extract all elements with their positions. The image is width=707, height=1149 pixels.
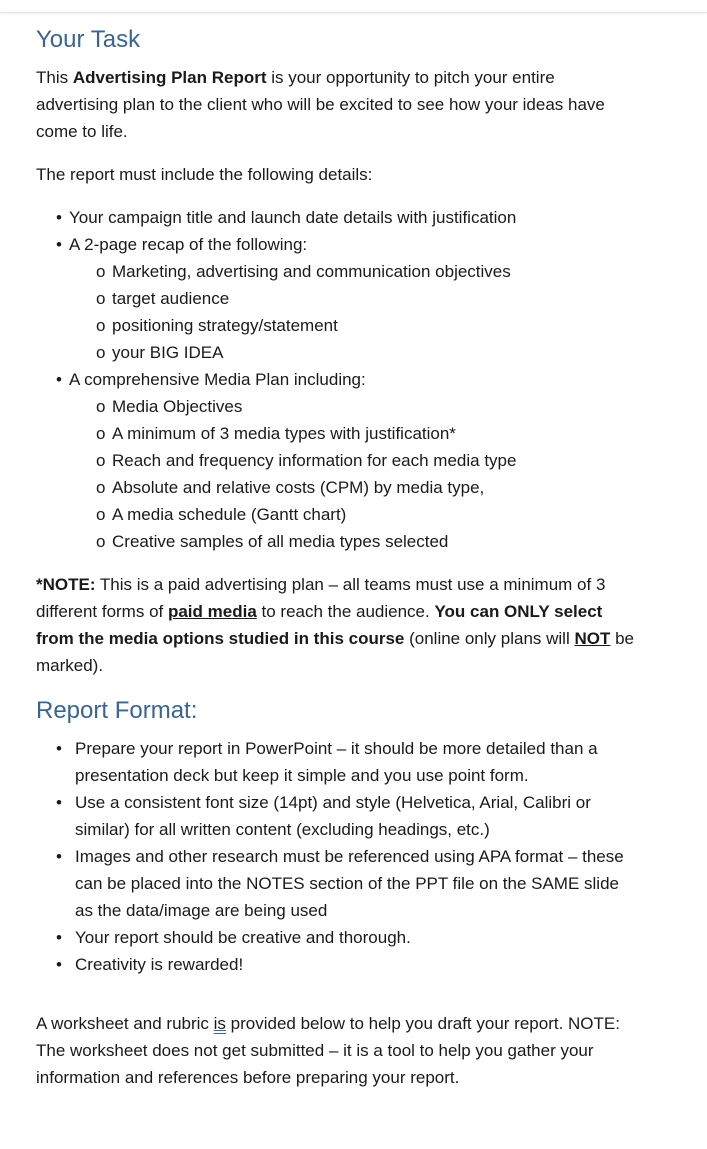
list-item: • A comprehensive Media Plan including: o Media Objectives o A minimum of 3 media types with justification* o Reach and frequency information for each media type o Absolute and relative costs (CPM) by media type, o A media schedule (Gantt chart) o Creative samples of all media types selected (36, 366, 636, 555)
top-bar (0, 0, 707, 13)
sub-list (69, 393, 636, 555)
sub-list-item: o Creative samples of all media types selected (96, 532, 449, 551)
list-item: • Images and other research must be referenced using APA format – these can be placed into the NOTES section of the PPT file on the SAME slide as the data/image are being used (56, 847, 624, 920)
heading-your-task: Your Task (36, 26, 141, 53)
list-item: • A 2-page recap of the following: o Marketing, advertising and communication objectives o target audience o positioning strategy/statement o your BIG IDEA (36, 231, 636, 366)
sub-list-item: o A media schedule (Gantt chart) (96, 505, 347, 524)
sub-list-item: o your BIG IDEA (96, 343, 224, 362)
sub-list-item: o Media Objectives (96, 397, 243, 416)
is-emphasis: is (213, 1014, 226, 1033)
bullet-glyph: • (56, 208, 62, 227)
note-paragraph: *NOTE: This is a paid advertising plan – all teams must use a minimum of 3 different forms of paid media to reach the audience. You can ONLY select from the media options studied in this course (online only plans will NOT be marked). (36, 575, 634, 675)
list-item: • Your campaign title and launch date details with justification (36, 204, 636, 231)
sub-list-item: o positioning strategy/statement (96, 316, 338, 335)
closing-paragraph: A worksheet and rubric is provided below to help you draft your report. NOTE: The worksheet does not get submitted – it is a tool to help you gather your information and references before preparing your report. (36, 1014, 620, 1087)
sub-list-item: o A minimum of 3 media types with justification* (96, 424, 456, 443)
list-item: • Prepare your report in PowerPoint – it should be more detailed than a presentation deck but keep it simple and you use point form. (56, 739, 598, 785)
sub-list-item: o Absolute and relative costs (CPM) by media type, (96, 478, 485, 497)
sub-list-item: o Reach and frequency information for each media type (96, 451, 517, 470)
intro-bold: Advertising Plan Report (72, 68, 267, 87)
sub-list-item: o target audience (96, 289, 230, 308)
format-list (36, 735, 636, 978)
list-item: • Your report should be creative and thorough. (56, 928, 411, 947)
document-body (36, 24, 636, 1091)
sub-list-item: o Marketing, advertising and communication objectives (96, 262, 511, 281)
bullet-glyph: • (56, 235, 62, 254)
heading-report-format: Report Format: (36, 697, 198, 724)
intro-paragraph: This Advertising Plan Report is your opportunity to pitch your entire advertising plan to the client who will be excited to see how your ideas have come to life. (36, 68, 605, 141)
bullet-glyph: • (56, 370, 62, 389)
paid-media-emphasis: paid media (167, 602, 257, 621)
sub-list (69, 258, 636, 366)
list-item: • Use a consistent font size (14pt) and style (Helvetica, Arial, Calibri or similar) for all written content (excluding headings, etc.) (56, 793, 591, 839)
list-item: • Creativity is rewarded! (56, 955, 244, 974)
lead-paragraph: The report must include the following details: (36, 165, 373, 184)
not-emphasis: NOT (574, 629, 611, 648)
task-list (36, 204, 636, 555)
